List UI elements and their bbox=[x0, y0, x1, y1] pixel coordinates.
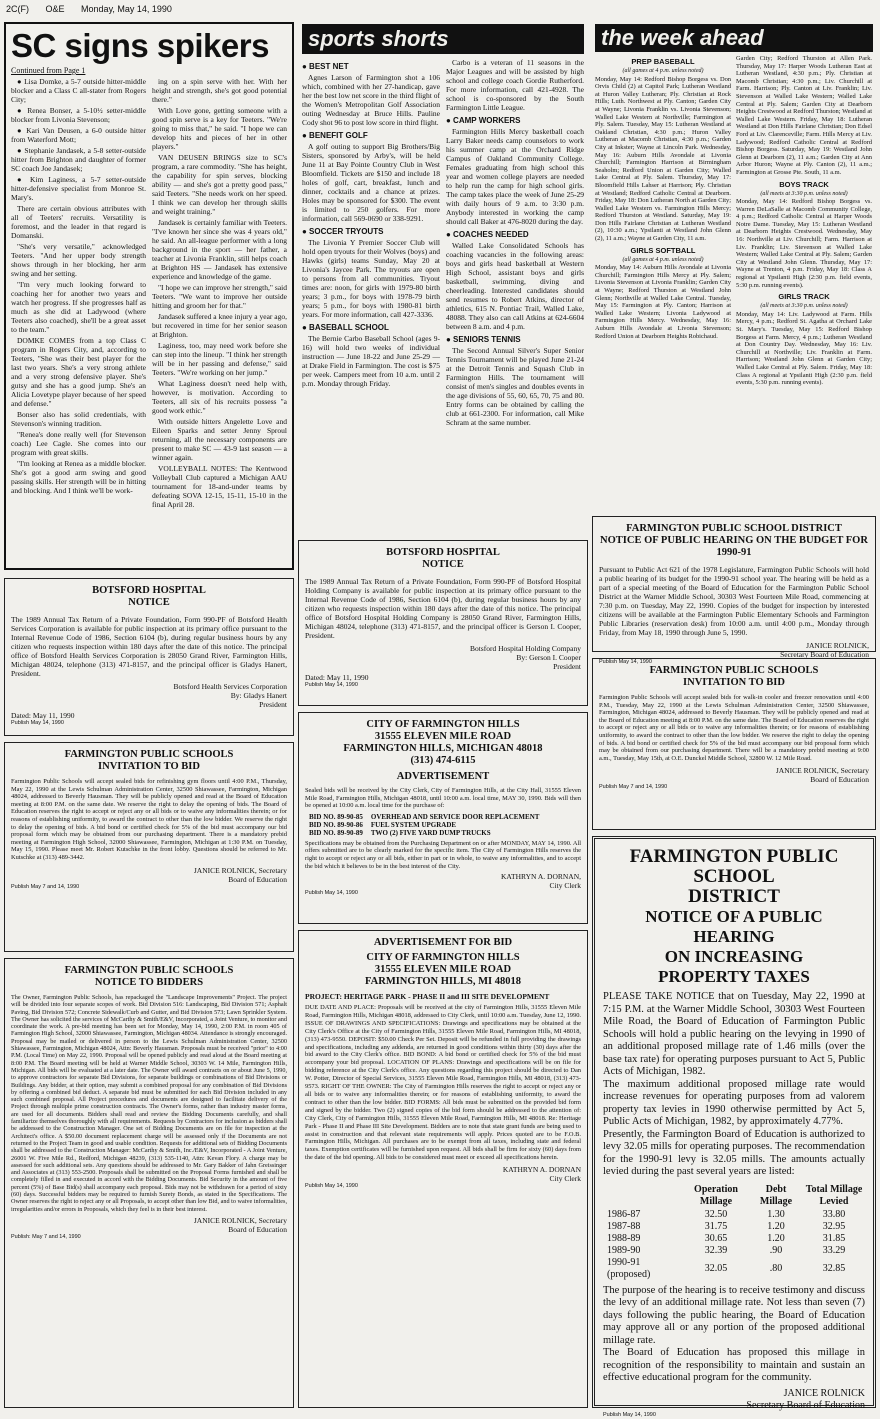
notice-title: BOTSFORD HOSPITAL bbox=[92, 585, 206, 596]
paragraph: ● Lisa Domke, a 5-7 outside hitter-middle blocker and a Class C all-stater from Rogers City; bbox=[11, 77, 146, 104]
millage-row bbox=[603, 1257, 865, 1281]
publish-date: Publish May 14, 1990 bbox=[305, 1183, 358, 1190]
millage-row bbox=[603, 1233, 865, 1245]
schedule-heading: BOYS TRACK bbox=[779, 179, 829, 189]
short-heading: ● COACHES NEEDED bbox=[446, 230, 529, 239]
tax-paragraph-2: The maximum additional proposed millage rate would increase revenues for operating purposes from ad valorem property tax levies in 1990 otherwise permitted by Act 5, Public Acts of Michigan, 1982, by approximately 4.77%. bbox=[603, 1078, 865, 1127]
gym-floor-bid-notice bbox=[4, 742, 294, 952]
schedule-subheading: (all games at 4 p.m. unless noted) bbox=[622, 68, 704, 74]
continued-label: Continued from Page 1 bbox=[11, 66, 86, 75]
signature: By: Gerson I. Cooper bbox=[516, 653, 581, 662]
page-date: Monday, May 14, 1990 bbox=[81, 4, 172, 14]
publish-date: Publish May 14, 1990 bbox=[305, 890, 358, 897]
bid-row bbox=[305, 829, 543, 837]
signature: KATHRYN A. DORNAN bbox=[502, 1165, 581, 1175]
millage-cell: 32.39 bbox=[704, 1244, 728, 1256]
week-ahead-title: the week ahead bbox=[601, 25, 764, 50]
short-body: Carbo is a veteran of 11 seasons in the Major Leagues and will be assisted by high school and college coach Gordie Rutherford. For more information, call 421-4928. The school is co-sponsored by the South Farmington Little League. bbox=[446, 58, 584, 112]
notice-title: FARMINGTON PUBLIC SCHOOL DISTRICT bbox=[626, 523, 842, 534]
notice-title: FARMINGTON PUBLIC SCHOOLS bbox=[64, 965, 234, 976]
notice-body: The 1989 Annual Tax Return of a Private Foundation, Form 990-PF of Botsford Health Services Corporation is available for public inspection at its primary office pursuant to the Internal Revenue Code of 1986, Section 6104 (b), during regular business hours by any citizen who requests inspection within 180 days after the date of this notice. The principal office of Botsford Health Services Corporation is 28050 Grand River, Farmington Hills, Michigan 48024, telephone (313) 471-8157, and the principal officer is Gladys Hanert, President. bbox=[11, 615, 287, 678]
year-cell: 1989-90 bbox=[607, 1244, 641, 1256]
signature-title: Board of Education bbox=[228, 1224, 287, 1234]
week-ahead-column-2 bbox=[736, 55, 872, 390]
notice-body: Farmington Public Schools will accept sealed bids for refinishing gym floors until 4:00 P.M., Thursday, May 22, 1990 at the Lewis Schulman Administration Center, 32500 Shiawassee, Farmington, Michigan 48024, addressed to Beverly Hausman. They will be publicly opened and read at the Board of Education meeting at 8:00 P.M. on the same date. We reserve the right to delay the opening of bids. The Board of Education reserves the right to accept or reject any or all bids or to waive any informalities therein; or for reasons of establishing uniformity, to award the contract to other than the low bidder. We reserve the right to delay the opening of bids. A bid bond or certified check for 5% of the bid must accompany our bid proposal form which may be obtained from our purchasing department. There is a mandatory prebid meeting at Farmington High School, 32000 Shiawassee, Farmington, Michigan at 1:30 P.M. on Tuesday, May 15, 1990. Please meet Mr. Robert Kutschke in the front lobby. Questions should be referred to Mr. Kutschke at (313) 489-3442. bbox=[11, 778, 287, 861]
schedule-body: Monday, May 14: Auburn Hills Avondale at Livonia Churchill; Farmington Hills Mercy at Ply. Salem; Livonia Stevenson at Livonia Franklin; Garden City at Wayne; Redford Thurston at Westland John Glenn; Northville at Walled Lake Central. Tuesday, May 15: Farmington at Ply. Canton; Harrison at Walled Lake Western; Livonia Ladywood at Farmington Hills Mercy. Wednesday, May 16: Auburn Hills Avondale at Livonia Stevenson; Redford Union at Dearborn Heights Robichaud. bbox=[595, 264, 731, 340]
notice-subtitle: INVITATION TO BID bbox=[98, 761, 200, 772]
spikers-column-2 bbox=[152, 77, 287, 511]
bid-description: FUEL SYSTEM UPGRADE bbox=[370, 820, 457, 829]
millage-cell: 31.85 bbox=[822, 1232, 846, 1244]
publish-date: Publish May 7 and 14, 1990 bbox=[11, 883, 80, 890]
millage-cell: .90 bbox=[769, 1244, 783, 1256]
year-cell: 1988-89 bbox=[607, 1232, 641, 1244]
schedule-subheading: (all games at 4 p.m. unless noted) bbox=[622, 256, 704, 263]
notice-city: CITY OF FARMINGTON HILLS bbox=[366, 952, 520, 963]
signature-title: President bbox=[259, 700, 287, 709]
schedule-body: Monday, May 14: Redford Bishop Borgess vs. Warren DeLaSalle at Macomb Community College, 4 p.m.; Redford Catholic Central at Harper Woods Notre Dame. Tuesday, May 15: Lutheran Westland at Dearborn Heights Crestwood. Wednesday, May 16: Northville at Liv. Churchill; Farm. Harrison at Liv. Franklin; Liv. Stevenson at Walled Lake Western; Walled Lake Central at Ply. Salem; Garden City at Westland John Glenn. Thursday, May 17: Wayne at Trenton, 4 p.m. Friday, May 18: Class A regional at Ypsilanti High (2:30 p.m. field events, 5:30 p.m. running events). bbox=[736, 198, 872, 289]
millage-cell: 32.95 bbox=[822, 1220, 846, 1232]
sports-shorts-title-text: sports shorts bbox=[308, 26, 449, 51]
paragraph: VOLLEYBALL NOTES: The Kentwood Volleyball Club captured a Michigan AAU tournament for 18-and-under teams by defeating SOVA 12-15, 15-11, 15-10 in the final April 28. bbox=[152, 464, 287, 509]
notice-address: 31555 ELEVEN MILE ROAD bbox=[374, 731, 512, 742]
bid-number: BID NO. 89-90-86 bbox=[309, 820, 363, 829]
bid-number: BID NO. 89-90-89 bbox=[309, 828, 363, 837]
paragraph: "I hope we can improve her strength," said Teeters. "We want to improve her outside hitting and groom her for that." bbox=[152, 283, 287, 310]
signature: JANICE ROLNICK, Secretary bbox=[775, 766, 869, 776]
short-heading: ● BENEFIT GOLF bbox=[302, 131, 368, 140]
paragraph: There are certain obvious attributes with all of Teeters' recruits. Versatility is foremost, and the leader in that regard is Domanski. bbox=[11, 204, 146, 240]
short-body: The Second Annual Silver's Super Senior Tennis Tournament will be played June 21-24 at the Detroit Tennis and Squash Club in Farmington Hills. The tournament will consist of men's singles and doubles events in the age divisions of 55, 60, 65, 70, 75 and 80. Entry forms can be obtained by calling the club at 661-2300. For information, call Mike Schram at the same number. bbox=[446, 346, 584, 427]
short-heading: ● SOCCER TRYOUTS bbox=[302, 227, 384, 236]
schedule-body: Monday, May 14: Redford Bishop Borgess vs. Don Orvis Child (2) at Capitol Park; Lutheran Westland at Huron Valley Lutheran; Ply. Christian at Rock Hills; Luth. Northwest at Ply. Canton; Garden City at Wayne; Livonia Franklin vs. Livonia Stevenson; Walled Lake Western at Northville; Farmington at Ply. Salem. Tuesday, May 15: Lutheran Westland at Oakland Christian, 4:30 p.m.; Huron Valley Lutheran at Macomb Christian, 4:30 p.m.; Garden City at Inkster; Wayne at Lincoln Park. Wednesday, May 16: Auburn Hills Avondale at Livonia Churchill; Farmington Harrison at Birmingham Seaholm; Redford Union at Garden City; Walled Lake Central at Ply. Salem. Thursday, May 17: Bloomfield Hills Lahser at Harrison; Ply. Christian at Westland; Redford Catholic Central at Dearborn. Friday, May 18: Don Lutheran North at Garden City; Walled Lake Western vs. Farmington Hills Mercy; Redford Thurston at Westland. Saturday, May 19: Don Hills Fairlane Christian at Lutheran Westland (2), 10:30 a.m.; Ypsilanti at Westland John Glenn (2), 11 a.m.; Wayne at Garden City, 11 a.m. bbox=[595, 75, 731, 243]
notice-phone: (313) 474-6115 bbox=[410, 755, 476, 766]
bid-row bbox=[305, 821, 543, 829]
signature-title: Secretary Board of Education bbox=[746, 1399, 865, 1411]
notice-title: FARMINGTON PUBLIC SCHOOLS bbox=[64, 749, 234, 760]
paragraph: ● Kari Van Deusen, a 6-0 outside hitter from Waterford Mott; bbox=[11, 126, 146, 144]
paragraph: DOMKE COMES from a top Class C program in Rogers City, and, according to Teeters, "She was their best player for the last two years. She's a very strong athlete and a very strong defensive player. She's gutsy and she has a good jump. She's an Alicia Lovetype player because of her speed and defense." bbox=[11, 336, 146, 408]
millage-cell: 33.80 bbox=[822, 1208, 846, 1220]
notice-subtitle: NOTICE TO BIDDERS bbox=[94, 977, 204, 988]
short-heading: ● CAMP WORKERS bbox=[446, 116, 521, 125]
heritage-park-bid bbox=[298, 930, 588, 1408]
paragraph: Laginess, too, may need work before she can step into the lineup. "I think her strength will be in her passing and defense," said Teeters. "We're working on her jump." bbox=[152, 341, 287, 377]
spikers-article bbox=[4, 22, 294, 570]
short-body: A golf outing to support Big Brothers/Big Sisters, sponsored by Arby's, will be held June 11 at Bay Pointe Country Club in West Bloomfield. Tickets are $150 and include 18 holes of golf, cart, breakfast, lunch and dinner, cocktails and a chance at prizes. Holes may be sponsored for $300. The event is limited to 250 golfers. For more information, call 569-0690 or 338-9291. bbox=[302, 142, 440, 223]
week-ahead-column-1 bbox=[595, 55, 731, 390]
schedule-body: Garden City; Redford Thurston at Allen Park. Thursday, May 17: Harper Woods Lutheran East at Lutheran Westland, 4:30 p.m.; Ply. Christian at Macomb Christian; 4:30 p.m.; Liv. Churchill at Farm. Harrison; Ply. Canton at Liv. Franklin; Liv. Stevenson at Walled Lake Western; Walled Lake Central at Ply. Salem; Garden City at Dearborn Heights Crestwood at Redford Thurston; Westland at Walled Lake Western. Friday, May 18: Lutheran Westland at Don Hills Fairlane Christian; Don Edsel Ford at Liv. Clarenceville; Farm. Hills Mercy at Liv. Ladywood; Redford Catholic Central at Redford Bishop Borgess. Saturday, May 19: Westland John Glenn at Dearborn (2), 11 a.m.; Garden City at Ann Arbor Huron; Wayne at Ply. Canton (2), 11 a.m.; Farmington at Grosse Pte. South, 11 a.m. bbox=[736, 55, 872, 176]
dated: Dated: May 11, 1990 bbox=[11, 711, 75, 720]
notice-body: The Owner, Farmington Public Schools, has repackaged the "Landscape Improvements" Project. The project will be divided into four separate scopes of work. Bid Division 516: Landscaping, Bid Division 571; Asphalt Paving, Bid Division 572; Concrete Sidewalk/Curb and Gutter, and Bid Division 573; Lawn Sprinkler System. The Owner has solicited the services of McCarthy & Smith/E&V, Incorporated, a Joint Venture, to monitor and coordinate the work. A pre-bid meeting has been set for Monday, May 14, 1990, 2:00 P.M. in room 405 of Farmington High School, 32000 Shiawassee, Farmington, Michigan 48034. Attendance is strongly encouraged. Proposal may be mailed or delivered in person to the Lewis Schulman Administration Center, 32500 Shiawassee, Farmington, Michigan 48024, Attn: Beverly Hausman. Proposals must be received "prior" to 4:00 P.M. (Local Time) on May 22, 1990. Proposal will be opened publicly and read aloud at the Board meeting at 8:00 P.M. The Board meeting will be held at Warner Middle School, 30303 W. 14 Mile, Farmington Hills, Michigan. All bids will be evaluated at a later date. The Owner will award contracts on or about June 5, 1990, to approve contractors for separate Bid Divisions, for separate buildings or combinations of Bid Divisions or Buildings. Any bidder, at their option, may submit a combined proposal for any combination of Bid Divisions by offering a combined bid deduct. A separate bid must be submitted for each Bid Division included in any such combined proposal. All Project procedures and documents are designed to facilitate delivery of the Project through multiple prime construction contracts. The Owner's forms, rather than industry master forms, are used for all documents. Bidders shall read and review the Bidding Documents carefully, and shall familiarize themselves thoroughly with all requirements. Requests by Contractors for inclusion as bidders shall be addressed to the Construction Manager. One set of Bidding Documents are on file for inspection at the Architect's office. A $50.00 document replacement charge will be assessed only if the Documents are not returned to the Project Team in good and usable condition. Requests for additional sets of Bidding Documents shall be addressed to the Construction Manager: McCarthy & Smith, Inc./E&V, Incorporated - A Joint Venture, 26001 W. Five Mile Rd., Redford, Michigan 48239, (313) 535-1140, Attn: Kevan Flory. A charge may be assessed for such additional sets. Any questions should be addressed to Mr. Gary Bakker of Jahn Greissinger and Associates at (313) 553-2500. Proposals shall be submitted on the Proposal Forms furnished and shall be completely filled in and executed in accord with the Bidding Documents. Bid Security in the amount of five percent (5%) of Base Bid(s) shall accompany each proposal. Bids may not be withdrawn for a period of sixty (60) days. Successful bidders may be required to furnish Surety Bonds, as stated in the Specifications. The Owner reserves the right to reject any or all Proposals, to accept other than low Bid, and to waive informalities, irregularities and/or errors in Proposals, which they feel is in their best interest. bbox=[11, 994, 287, 1213]
millage-col-header: Total Millage Levied bbox=[805, 1183, 863, 1207]
paragraph: What Laginess doesn't need help with, however, is motivation. According to Teeters, all six of his recruits possess "a good work ethic." bbox=[152, 379, 287, 415]
signature-title: President bbox=[553, 662, 581, 671]
millage-cell: 31.75 bbox=[704, 1220, 728, 1232]
bid-number: BID NO. 89-90-85 bbox=[309, 812, 363, 821]
short-heading: ● BASEBALL SCHOOL bbox=[302, 323, 389, 332]
tax-title-3: NOTICE OF A PUBLIC HEARING bbox=[645, 907, 823, 946]
millage-cell: 1.20 bbox=[767, 1232, 785, 1244]
publish-date: Publish May 14, 1990 bbox=[11, 720, 64, 726]
week-ahead bbox=[592, 22, 876, 510]
tax-hearing-notice bbox=[592, 836, 876, 1418]
millage-row bbox=[603, 1245, 865, 1257]
schedule-body: Monday, May 14: Liv. Ladywood at Farm. Hills Mercy, 4 p.m.; Redford St. Agatha at Orchard Lake St. Mary's. Tuesday, May 15: Redford Bishop Borgess at Farm. Mercy, 4 p.m.; Lutheran Westland at Don Country Day. Wednesday, May 16: Liv. Churchill at Northville; Liv. Franklin at Farm. Harrison; Westland John Glenn at Garden City; Walled Lake Central at Ply. Salem. Friday, May 18: Class A regional at Ypsilanti High (2:30 p.m. field events, 5:30 p.m. running events). bbox=[736, 310, 872, 387]
paragraph: With Love gone, getting someone with a good spin serve is a key for Teeters. "We're going to miss that," he said. "I hope we can develop hits and pieces of her in other players." bbox=[152, 106, 287, 151]
publish-date: Publish May 14, 1990 bbox=[603, 1411, 656, 1418]
bid-list bbox=[305, 813, 543, 837]
short-body: Agnes Larson of Farmington shot a 106 which, combined with her 27-handicap, gave her the best low net score in the third flight of the Women's Metropolitan Golf Association outing Wednesday at Bruce Hills. Pauline Cody shot 96 to post low score in third flight. bbox=[302, 73, 440, 127]
bid-description: OVERHEAD AND SERVICE DOOR REPLACEMENT bbox=[370, 812, 540, 821]
bid-description: TWO (2) FIVE YARD DUMP TRUCKS bbox=[370, 828, 491, 837]
year-col-header bbox=[603, 1183, 683, 1209]
millage-cell: 30.65 bbox=[704, 1232, 728, 1244]
paragraph: ● Kim Laginess, a 5-7 setter-outside hitter-defensive specialist from Monroe St. Mary's. bbox=[11, 175, 146, 202]
notice-body: Sealed bids will be received by the City Clerk, City of Farmington Hills, at the City Hall, 31555 Eleven Mile Road, Farmington Hills, Michigan 48018, until 10:00 a.m. local time, MAY 30, 1990. Bids will then be opened at 10:00 a.m. local time for the purchase of: bbox=[305, 787, 581, 810]
millage-cell: 1.30 bbox=[767, 1208, 785, 1220]
signature-title: City Clerk bbox=[549, 881, 581, 891]
signature-org: Botsford Hospital Holding Company bbox=[469, 644, 581, 653]
tax-title-1: FARMINGTON PUBLIC SCHOOL bbox=[629, 846, 839, 887]
sports-shorts bbox=[298, 22, 588, 560]
paragraph: "Renea's done really well (for Stevenson coach) Lee Cagle. She comes into our program with great skills. bbox=[11, 430, 146, 457]
project-title: PROJECT: HERITAGE PARK - PHASE II and III SITE DEVELOPMENT bbox=[305, 992, 550, 1001]
notice-subtitle: NOTICE OF PUBLIC HEARING ON THE BUDGET FOR 1990-91 bbox=[600, 535, 868, 558]
publish-date: Publish May 14, 1990 bbox=[599, 659, 652, 665]
paragraph: Jandasek is certainly familiar with Teeters. "I've known her since she was 4 years old," he said. An all-league performer with a long background in the sport — her father, a teacher at Livonia Franklin, still helps coach at Brighton HS — Jandasek has extensive experience and knowledge of the game. bbox=[152, 218, 287, 281]
publish-date: Publish May 14, 1990 bbox=[305, 682, 358, 688]
notice-subtitle: INVITATION TO BID bbox=[683, 677, 785, 688]
millage-row bbox=[603, 1209, 865, 1221]
paragraph: VAN DEUSEN BRINGS size to SC's program, a rare commodity. "She has height, the capability for spin serves, blocking ability — and she's got a pretty good pass," said Teeters. "She needs work on her speed. I think we can develop her through skills and weight training." bbox=[152, 153, 287, 216]
short-body: Farmington Hills Mercy basketball coach Larry Baker needs camp counselors to work his summer camp at the Orchard Ridge Campus of Oakland Community College. Females graduating from high school this year and women college players are needed to help run the camp for high school girls. The camp takes place the week of June 25-29 with daily hours of 9 a.m. to 3:30 p.m. Anybody interested in working the camp should call Baker at 476-8020 during the day. bbox=[446, 127, 584, 226]
cooler-bid-notice bbox=[592, 658, 876, 830]
notice-subtitle: NOTICE bbox=[422, 559, 464, 570]
spikers-headline: SC signs spikers bbox=[11, 27, 269, 64]
sports-shorts-title bbox=[302, 24, 584, 54]
short-heading: ● BEST NET bbox=[302, 62, 349, 71]
signature-org: Botsford Health Services Corporation bbox=[173, 682, 287, 691]
notice-to-bidders bbox=[4, 958, 294, 1408]
botsford-notice-2 bbox=[298, 540, 588, 706]
budget-hearing-notice bbox=[592, 516, 876, 665]
schedule-subheading: (all meets at 3:30 p.m. unless noted) bbox=[760, 303, 848, 310]
notice-body: DUE DATE AND PLACE: Proposals will be received at the city of Farmington Hills, 31555 Eleven Mile Road, Farmington Hills, Michigan 48018, addressed to City Clerk, until 10:00 a.m. Tuesday, June 12, 1990. ISSUE OF DRAWINGS AND SPECIFICATIONS: Drawings and specifications may be obtained at the City Clerk's Office at the City of Farmington Hills, 31555 Eleven Mile Road, Farmington Hills, MI 48018, (313) 473-9550. DEPOSIT: $50.00 Check Per Set. Deposit will be refunded in full providing the drawings and specifications, including any addenda, are returned in good conditions within thirty (30) days after the bid award to the City Clerk's office. BID BOND: A bid bond or certified check for 5% of the bid must accompany your bid proposal. LOCATION OF PLANS: Drawings and specifications will be on file for bidding reference at the City Clerk's office. Any questions regarding this project should be directed to Dan W. Potter, Director of Special Services, 31555 Eleven Mile Road, Farmington Hills, MI 48018, (313) 473-9573. RIGHT OF THE OWNER: The City of Farmington Hills reserves the right to accept or reject any or all bids or to waive any informalities therein; or for reasons of establishing uniformity, to award the contract to other than the low bidder. BID FORMS: All bids must be submitted on the provided bid form and signed by the bidder. Two (2) signed copies of the bid form should be addressed to the attention of: City Clerk, City of Farmington Hills, 31555 Eleven Mile Road, Farmington Hills, MI 48018. Re: Heritage Park - Phase II and Phase III Site Development. Bidders are to note that state grant funds are being used to assist in construction and that relevant state requirements will apply. Prices quoted are to be F.O.B. Farmington Hills, Michigan. All purchases are to be exempt from all taxes, including state and federal taxes. Exemption certificates will be furnished upon request. All bids shall be firm for sixty (60) days from the date of the bid opening. All bids to be considered must meet or exceed all specifications herein. bbox=[305, 1004, 581, 1162]
paper-name: O&E bbox=[45, 4, 65, 14]
paragraph: ing on a spin serve with her. With her height and strength, she's got good potential there." bbox=[152, 77, 287, 104]
millage-cell: 32.05 bbox=[704, 1262, 728, 1274]
tax-paragraph-3: Presently, the Farmington Board of Education is authorized to levy 32.05 mills for operating purposes. The recommendation for the 1990-91 levy is 32.05 mills. The amounts actually levied during the past several years are listed: bbox=[603, 1128, 865, 1177]
signature: JANICE ROLNICK bbox=[783, 1387, 865, 1399]
notice-title: FARMINGTON PUBLIC SCHOOLS bbox=[649, 665, 819, 676]
notice-body: Farmington Public Schools will accept sealed bids for walk-in cooler and freezer renovation until 4:00 P.M., Tuesday, May 22, 1990 at the Lewis Schulman Administration Center, 32500 Shiawassee, Farmington, Michigan 48024, addressed to Beverly Hausman. They will be publicly opened and read at the Board of Education meeting at 8:00 P.M. on the same date. The Board of Education reserves the right to accept or reject any or all bids or to waive any informalities therein; or for reasons of establishing uniformity, to award the contract to other than the low bidder. We reserve the right to delay the opening of bids. A bid bond or certified check for 5% of the bid must accompany our bid proposal form which may be obtained from our purchasing department. There will be a mandatory prebid meeting at 9:00 a.m., Tuesday, May 15th, at O.E. Dunckel Middle School, 32800 W. 12 Mile Road. bbox=[599, 694, 869, 762]
notice-body: The 1989 Annual Tax Return of a Private Foundation, Form 990-PF of Botsford Hospital Holding Company is available for public inspection at its primary office pursuant to the Internal Revenue Code of 1986, Section 6104 (b), during regular business hours by any citizen who requests inspection within 180 days after the date of this notice. The principal office of Botsford Hospital Holding Company is 28050 Grand River, Farmington Hills, Michigan 48024, telephone (313) 471-8157, and the principal officer is Gerson I. Cooper, President. bbox=[305, 577, 581, 640]
tax-paragraph-1: PLEASE TAKE NOTICE that on Tuesday, May 22, 1990 at 7:15 P.M. at the Warner Middle School, 30303 West Fourteen Mile Road, the Board of Education of Farmington Public Schools will hold a public hearing on the levying in 1990 of an additional proposed millage rate of 1.46 mills (over the base tax rate) for operating purposes pursuant to Act 5, Public Acts of Michigan, 1982. bbox=[603, 991, 865, 1077]
tax-title-4: ON INCREASING bbox=[664, 947, 804, 966]
signature-title: Board of Education bbox=[228, 874, 287, 884]
tax-paragraph-5: The Board of Education has proposed this millage in recognition of the responsibility to maintain and sustain an effective educational program for the community. bbox=[603, 1347, 865, 1383]
paragraph: ● Renea Bonser, a 5-10½ setter-middle blocker from Livonia Stevenson; bbox=[11, 106, 146, 124]
paragraph: "I'm looking at Renea as a middle blocker. She's got a good arm swing and good passing skills. Her strength will be in hitting and blocking. And I think we'll be work- bbox=[11, 459, 146, 495]
millage-cell: .80 bbox=[769, 1262, 783, 1274]
paragraph: Bonser also has solid credentials, with Stevenson's winning tradition. bbox=[11, 410, 146, 428]
paragraph: "She's very versatile," acknowledged Teeters. "And her upper body strength shows through in her blocking, her arm swing and her setting. bbox=[11, 242, 146, 278]
short-heading: ● SENIORS TENNIS bbox=[446, 335, 521, 344]
week-ahead-title-bar bbox=[595, 24, 873, 52]
notice-subtitle: ADVERTISEMENT bbox=[396, 771, 490, 782]
schedule-heading: GIRLS TRACK bbox=[778, 292, 830, 302]
publish-date: Publish: May 7 and 14, 1990 bbox=[11, 1233, 81, 1240]
schedule-heading: GIRLS SOFTBALL bbox=[630, 245, 696, 255]
bid-row bbox=[305, 813, 543, 821]
notice-subtitle: NOTICE bbox=[128, 597, 170, 608]
millage-table bbox=[603, 1183, 865, 1281]
paragraph: "I'm very much looking forward to coaching her for another two years and watch her progress. If she progresses half as much as she did at Ladywood (where Teeters also coached), she'll be a great asset to the team." bbox=[11, 280, 146, 334]
paragraph: Jandasek suffered a knee injury a year ago, but recovered in time for her senior season at Brighton. bbox=[152, 312, 287, 339]
notice-address: 31555 ELEVEN MILE ROAD bbox=[374, 964, 512, 975]
notice-body: Pursuant to Public Act 621 of the 1978 Legislature, Farmington Public Schools will hold a public hearing of its budget for the 1990-91 school year. The hearing will be held as a part of a special meeting of the Board of Education for the Farmington Public School District at the Warner Middle School, 30303 West Fourteen Mile Road, commencing at 7:30 p.m. on Tuesday, May 22, 1990. Copies of the budget for inspection by interested citizens will be available at the Farmington Public Elementary Schools and Farmington Public Libraries (reservation desk) from 10:00 a.m. until 4:00 p.m., Monday through Friday, from May 18, 1990 through June 5, 1990. bbox=[599, 565, 869, 637]
signature: JANICE ROLNICK, Secretary bbox=[193, 1215, 287, 1225]
notice-body-2: Specifications may be obtained from the Purchasing Department on or after MONDAY, MAY 14, 1990. All offers submitted are to be clearly marked for the specific item. The City of Farmington Hills reserves the right to accept or reject any or all bids, either in part or in whole, to waive any informalities, and to accept the bid which it believes to be in the best interest of the City. bbox=[305, 839, 581, 870]
millage-cell: 1.20 bbox=[767, 1220, 785, 1232]
millage-row bbox=[603, 1221, 865, 1233]
signature: JANICE ROLNICK, bbox=[806, 641, 869, 650]
year-cell: 1986-87 bbox=[607, 1208, 641, 1220]
notice-city-state: FARMINGTON HILLS, MI 48018 bbox=[365, 976, 521, 987]
signature-title: City Clerk bbox=[549, 1174, 581, 1184]
tax-paragraph-4: The purpose of the hearing is to receive testimony and discuss the levy of an additional millage rate. Not less than seven (7) days following the public hearing, the Board of Education may approve all or any portion of the proposed additional millage rate. bbox=[603, 1284, 865, 1346]
botsford-notice-1 bbox=[4, 578, 294, 736]
tax-title-2: DISTRICT bbox=[688, 886, 780, 907]
signature-title: Board of Education bbox=[810, 775, 869, 785]
shorts-column-2 bbox=[446, 58, 584, 427]
schedule-subheading: (all meets at 3:30 p.m. unless noted) bbox=[760, 190, 848, 197]
spikers-column-1 bbox=[11, 77, 146, 511]
dated: Dated: May 11, 1990 bbox=[305, 673, 369, 682]
millage-col-header: Operation Millage bbox=[694, 1183, 738, 1207]
notice-title: BOTSFORD HOSPITAL bbox=[386, 547, 500, 558]
year-cell: 1990-91 (proposed) bbox=[607, 1256, 651, 1280]
schedule-heading: PREP BASEBALL bbox=[631, 57, 695, 66]
year-cell: 1987-88 bbox=[607, 1220, 641, 1232]
millage-col-header: Debt Millage bbox=[759, 1183, 793, 1207]
page-header bbox=[6, 4, 874, 18]
publish-date: Publish May 7 and 14, 1990 bbox=[599, 784, 668, 791]
short-body: The Bernie Carbo Baseball School (ages 9-16) will hold two weeks of individual instruction — June 18-22 and June 25-29 — at Drake Field in Farmington. The cost is $75 per week. Campers meet from 10 a.m. until 2 p.m. Monday through Friday. bbox=[302, 334, 440, 388]
millage-cell: 33.29 bbox=[822, 1244, 846, 1256]
short-body: Walled Lake Consolidated Schools has coaching vacancies in the following areas: boys and girls head basketball at Western High School, assistant boys and girls basketball, swimming, diving and cheerleading. Interested candidates should send resumes to Robert Atkins, director of athletics, 615 N. Pontiac Trail, Walled Lake, 48088. They also can call Atkins at 624-6604 between 8 a.m. and 4 p.m. bbox=[446, 241, 584, 331]
shorts-column-1 bbox=[302, 58, 440, 427]
short-body: The Livonia Y Premier Soccer Club will hold open tryouts for their Wolves (boys) and Hawks (girls) teams Sunday, May 20 at Livonia's Jaycee Park. The tryouts are open to persons from all communities. Tryout times are: noon, for girls with 1979-80 birth years; 3 p.m., for boys with 1978-79 birth years; 5 p.m., for boys with 1980-81 birth years. For more information, call 427-3336. bbox=[302, 238, 440, 319]
page-number: 2C(F) bbox=[6, 4, 29, 14]
city-advertisement bbox=[298, 712, 588, 924]
notice-title: ADVERTISEMENT FOR BID bbox=[373, 937, 513, 948]
signature-title: Secretary Board of Education bbox=[780, 650, 869, 659]
millage-cell: 32.50 bbox=[704, 1208, 728, 1220]
notice-city: FARMINGTON HILLS, MICHIGAN 48018 bbox=[343, 743, 543, 754]
paragraph: With outside hitters Angelette Love and Eileen Sparks and setter Jenny Sproul returning, all the necessary components are present to make SC — 43-9 last season — a winner again. bbox=[152, 417, 287, 462]
signature: KATHRYN A. DORNAN, bbox=[500, 872, 581, 882]
tax-title-5: PROPERTY TAXES bbox=[658, 967, 810, 986]
notice-title: CITY OF FARMINGTON HILLS bbox=[366, 719, 520, 730]
millage-cell: 32.85 bbox=[822, 1262, 846, 1274]
paragraph: ● Stephanie Jandasek, a 5-8 setter-outside hitter from Brighton and daughter of former SC coach Joe Jandasek; bbox=[11, 146, 146, 173]
signature: JANICE ROLNICK, Secretary bbox=[193, 865, 287, 875]
signature: By: Gladys Hanert bbox=[230, 691, 287, 700]
